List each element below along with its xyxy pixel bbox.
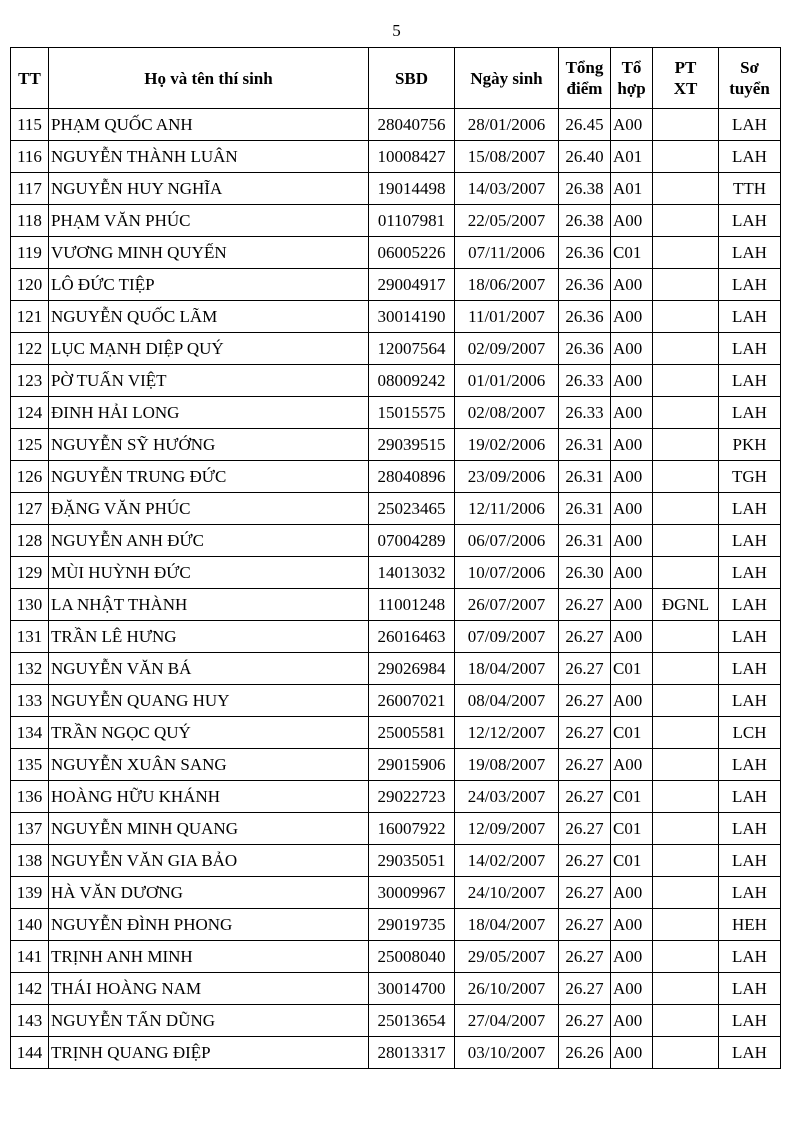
table-row xyxy=(11,813,781,845)
cell-combo: A00 xyxy=(611,397,653,429)
cell-dob: 12/11/2006 xyxy=(455,493,559,525)
cell-score: 26.27 xyxy=(559,1005,611,1037)
cell-tt: 116 xyxy=(11,141,49,173)
cell-sbd: 28013317 xyxy=(369,1037,455,1069)
cell-tt: 136 xyxy=(11,781,49,813)
cell-school: LAH xyxy=(719,237,781,269)
cell-combo: A00 xyxy=(611,909,653,941)
table-row xyxy=(11,941,781,973)
cell-tt: 118 xyxy=(11,205,49,237)
cell-pt xyxy=(653,429,719,461)
cell-school: LAH xyxy=(719,941,781,973)
cell-score: 26.36 xyxy=(559,237,611,269)
cell-school: LAH xyxy=(719,365,781,397)
cell-combo: A00 xyxy=(611,301,653,333)
cell-name: PHẠM VĂN PHÚC xyxy=(49,205,369,237)
cell-score: 26.36 xyxy=(559,269,611,301)
cell-combo: C01 xyxy=(611,717,653,749)
cell-dob: 24/03/2007 xyxy=(455,781,559,813)
cell-sbd: 14013032 xyxy=(369,557,455,589)
cell-pt xyxy=(653,365,719,397)
cell-combo: A01 xyxy=(611,173,653,205)
cell-score: 26.31 xyxy=(559,461,611,493)
header-school-line1: Sơ xyxy=(740,58,759,77)
cell-pt xyxy=(653,109,719,141)
cell-combo: A00 xyxy=(611,109,653,141)
cell-tt: 125 xyxy=(11,429,49,461)
cell-combo: A00 xyxy=(611,525,653,557)
header-score xyxy=(559,48,611,109)
cell-school: LAH xyxy=(719,109,781,141)
cell-combo: A00 xyxy=(611,269,653,301)
cell-score: 26.40 xyxy=(559,141,611,173)
cell-pt xyxy=(653,813,719,845)
cell-school: LAH xyxy=(719,525,781,557)
cell-pt xyxy=(653,653,719,685)
cell-sbd: 29004917 xyxy=(369,269,455,301)
page-number: 5 xyxy=(392,21,401,40)
cell-combo: A00 xyxy=(611,1037,653,1069)
cell-combo: A00 xyxy=(611,941,653,973)
cell-pt xyxy=(653,1037,719,1069)
cell-tt: 115 xyxy=(11,109,49,141)
cell-sbd: 28040896 xyxy=(369,461,455,493)
header-school xyxy=(719,48,781,109)
cell-school: LAH xyxy=(719,333,781,365)
cell-pt xyxy=(653,237,719,269)
cell-name: NGUYỄN TRUNG ĐỨC xyxy=(49,461,369,493)
cell-score: 26.27 xyxy=(559,749,611,781)
cell-combo: A00 xyxy=(611,589,653,621)
cell-sbd: 30014700 xyxy=(369,973,455,1005)
cell-pt xyxy=(653,397,719,429)
cell-school: LAH xyxy=(719,621,781,653)
cell-name: TRỊNH ANH MINH xyxy=(49,941,369,973)
cell-combo: C01 xyxy=(611,653,653,685)
cell-dob: 12/12/2007 xyxy=(455,717,559,749)
cell-pt: ĐGNL xyxy=(653,589,719,621)
table-row xyxy=(11,973,781,1005)
cell-combo: C01 xyxy=(611,237,653,269)
cell-name: LỤC MẠNH DIỆP QUÝ xyxy=(49,333,369,365)
cell-score: 26.38 xyxy=(559,173,611,205)
table-row xyxy=(11,1005,781,1037)
cell-school: PKH xyxy=(719,429,781,461)
cell-name: ĐẶNG VĂN PHÚC xyxy=(49,493,369,525)
cell-dob: 15/08/2007 xyxy=(455,141,559,173)
cell-pt xyxy=(653,333,719,365)
table-row xyxy=(11,621,781,653)
cell-name: MÙI HUỲNH ĐỨC xyxy=(49,557,369,589)
cell-name: NGUYỄN MINH QUANG xyxy=(49,813,369,845)
cell-sbd: 26007021 xyxy=(369,685,455,717)
cell-name: NGUYỄN THÀNH LUÂN xyxy=(49,141,369,173)
cell-dob: 22/05/2007 xyxy=(455,205,559,237)
cell-school: LAH xyxy=(719,781,781,813)
cell-tt: 138 xyxy=(11,845,49,877)
table-row xyxy=(11,141,781,173)
cell-combo: A00 xyxy=(611,333,653,365)
cell-sbd: 15015575 xyxy=(369,397,455,429)
cell-tt: 126 xyxy=(11,461,49,493)
table-row xyxy=(11,301,781,333)
cell-school: LAH xyxy=(719,205,781,237)
cell-pt xyxy=(653,141,719,173)
cell-school: LAH xyxy=(719,141,781,173)
cell-score: 26.31 xyxy=(559,525,611,557)
cell-tt: 119 xyxy=(11,237,49,269)
cell-dob: 18/04/2007 xyxy=(455,653,559,685)
cell-sbd: 28040756 xyxy=(369,109,455,141)
cell-tt: 121 xyxy=(11,301,49,333)
cell-dob: 07/11/2006 xyxy=(455,237,559,269)
cell-school: TGH xyxy=(719,461,781,493)
cell-dob: 18/04/2007 xyxy=(455,909,559,941)
cell-name: NGUYỄN HUY NGHĨA xyxy=(49,173,369,205)
header-row xyxy=(11,48,781,109)
cell-sbd: 30009967 xyxy=(369,877,455,909)
cell-name: THÁI HOÀNG NAM xyxy=(49,973,369,1005)
cell-tt: 124 xyxy=(11,397,49,429)
header-score-line1: Tổng xyxy=(565,58,604,77)
cell-sbd: 25023465 xyxy=(369,493,455,525)
cell-combo: A00 xyxy=(611,429,653,461)
cell-tt: 123 xyxy=(11,365,49,397)
cell-dob: 26/10/2007 xyxy=(455,973,559,1005)
cell-combo: A00 xyxy=(611,557,653,589)
table-row xyxy=(11,909,781,941)
cell-school: LAH xyxy=(719,845,781,877)
cell-name: TRẦN LÊ HƯNG xyxy=(49,621,369,653)
cell-school: LAH xyxy=(719,589,781,621)
cell-school: LAH xyxy=(719,813,781,845)
cell-sbd: 25008040 xyxy=(369,941,455,973)
cell-tt: 127 xyxy=(11,493,49,525)
cell-combo: A00 xyxy=(611,1005,653,1037)
cell-sbd: 29022723 xyxy=(369,781,455,813)
cell-score: 26.45 xyxy=(559,109,611,141)
cell-combo: A00 xyxy=(611,493,653,525)
table-row xyxy=(11,461,781,493)
cell-pt xyxy=(653,685,719,717)
cell-sbd: 07004289 xyxy=(369,525,455,557)
cell-name: NGUYỄN VĂN BÁ xyxy=(49,653,369,685)
cell-sbd: 12007564 xyxy=(369,333,455,365)
cell-name: LÔ ĐỨC TIỆP xyxy=(49,269,369,301)
cell-pt xyxy=(653,877,719,909)
table-row xyxy=(11,557,781,589)
cell-score: 26.27 xyxy=(559,589,611,621)
cell-tt: 135 xyxy=(11,749,49,781)
cell-name: HOÀNG HỮU KHÁNH xyxy=(49,781,369,813)
table-row xyxy=(11,845,781,877)
cell-dob: 07/09/2007 xyxy=(455,621,559,653)
cell-sbd: 29019735 xyxy=(369,909,455,941)
cell-dob: 02/08/2007 xyxy=(455,397,559,429)
table-row xyxy=(11,685,781,717)
cell-sbd: 30014190 xyxy=(369,301,455,333)
table-row xyxy=(11,1037,781,1069)
cell-tt: 122 xyxy=(11,333,49,365)
cell-school: LAH xyxy=(719,493,781,525)
cell-score: 26.27 xyxy=(559,717,611,749)
cell-score: 26.36 xyxy=(559,301,611,333)
cell-score: 26.36 xyxy=(559,333,611,365)
cell-school: LAH xyxy=(719,685,781,717)
cell-sbd: 01107981 xyxy=(369,205,455,237)
header-pt-line1: PT xyxy=(674,58,697,77)
header-sbd: SBD xyxy=(369,48,455,109)
cell-score: 26.33 xyxy=(559,397,611,429)
cell-pt xyxy=(653,301,719,333)
cell-sbd: 16007922 xyxy=(369,813,455,845)
header-combo-line2: hợp xyxy=(617,79,646,98)
header-dob: Ngày sinh xyxy=(455,48,559,109)
cell-dob: 01/01/2006 xyxy=(455,365,559,397)
cell-sbd: 08009242 xyxy=(369,365,455,397)
cell-combo: A00 xyxy=(611,365,653,397)
cell-dob: 11/01/2007 xyxy=(455,301,559,333)
cell-sbd: 25005581 xyxy=(369,717,455,749)
cell-pt xyxy=(653,1005,719,1037)
table-row xyxy=(11,173,781,205)
table-row xyxy=(11,717,781,749)
cell-score: 26.27 xyxy=(559,781,611,813)
cell-tt: 132 xyxy=(11,653,49,685)
cell-name: HÀ VĂN DƯƠNG xyxy=(49,877,369,909)
cell-tt: 140 xyxy=(11,909,49,941)
cell-score: 26.27 xyxy=(559,813,611,845)
cell-sbd: 10008427 xyxy=(369,141,455,173)
cell-dob: 14/03/2007 xyxy=(455,173,559,205)
cell-dob: 18/06/2007 xyxy=(455,269,559,301)
cell-dob: 02/09/2007 xyxy=(455,333,559,365)
cell-pt xyxy=(653,173,719,205)
cell-name: TRẦN NGỌC QUÝ xyxy=(49,717,369,749)
cell-school: LCH xyxy=(719,717,781,749)
cell-dob: 26/07/2007 xyxy=(455,589,559,621)
cell-score: 26.27 xyxy=(559,877,611,909)
table-row xyxy=(11,653,781,685)
cell-name: NGUYỄN XUÂN SANG xyxy=(49,749,369,781)
cell-combo: A00 xyxy=(611,685,653,717)
header-score-line2: điểm xyxy=(566,79,603,98)
cell-score: 26.27 xyxy=(559,653,611,685)
cell-pt xyxy=(653,269,719,301)
cell-sbd: 29035051 xyxy=(369,845,455,877)
cell-dob: 12/09/2007 xyxy=(455,813,559,845)
cell-score: 26.27 xyxy=(559,909,611,941)
cell-combo: C01 xyxy=(611,781,653,813)
header-pt-line2: XT xyxy=(673,79,698,98)
cell-combo: A00 xyxy=(611,461,653,493)
table-row xyxy=(11,525,781,557)
candidate-table xyxy=(10,47,781,1069)
cell-school: HEH xyxy=(719,909,781,941)
cell-dob: 23/09/2006 xyxy=(455,461,559,493)
cell-combo: A00 xyxy=(611,877,653,909)
cell-score: 26.33 xyxy=(559,365,611,397)
cell-score: 26.30 xyxy=(559,557,611,589)
table-row xyxy=(11,397,781,429)
cell-school: LAH xyxy=(719,653,781,685)
cell-tt: 142 xyxy=(11,973,49,1005)
cell-combo: A00 xyxy=(611,621,653,653)
table-row xyxy=(11,205,781,237)
cell-tt: 137 xyxy=(11,813,49,845)
table-row xyxy=(11,237,781,269)
header-combo-line1: Tổ xyxy=(621,58,642,77)
cell-combo: A00 xyxy=(611,749,653,781)
cell-school: LAH xyxy=(719,749,781,781)
table-row xyxy=(11,877,781,909)
cell-combo: C01 xyxy=(611,813,653,845)
cell-sbd: 06005226 xyxy=(369,237,455,269)
cell-school: LAH xyxy=(719,301,781,333)
cell-combo: C01 xyxy=(611,845,653,877)
cell-pt xyxy=(653,749,719,781)
header-name: Họ và tên thí sinh xyxy=(49,48,369,109)
cell-sbd: 29039515 xyxy=(369,429,455,461)
cell-name: NGUYỄN ĐÌNH PHONG xyxy=(49,909,369,941)
cell-combo: A01 xyxy=(611,141,653,173)
cell-sbd: 29026984 xyxy=(369,653,455,685)
cell-tt: 144 xyxy=(11,1037,49,1069)
header-combo xyxy=(611,48,653,109)
cell-dob: 27/04/2007 xyxy=(455,1005,559,1037)
cell-school: LAH xyxy=(719,1005,781,1037)
cell-school: LAH xyxy=(719,269,781,301)
cell-pt xyxy=(653,781,719,813)
cell-school: LAH xyxy=(719,557,781,589)
header-school-line2: tuyển xyxy=(729,79,770,98)
cell-tt: 129 xyxy=(11,557,49,589)
cell-sbd: 29015906 xyxy=(369,749,455,781)
cell-name: PỜ TUẤN VIỆT xyxy=(49,365,369,397)
cell-name: PHẠM QUỐC ANH xyxy=(49,109,369,141)
table-body xyxy=(11,109,781,1069)
cell-pt xyxy=(653,909,719,941)
cell-dob: 29/05/2007 xyxy=(455,941,559,973)
cell-tt: 128 xyxy=(11,525,49,557)
cell-tt: 139 xyxy=(11,877,49,909)
cell-name: NGUYỄN SỸ HƯỚNG xyxy=(49,429,369,461)
cell-tt: 117 xyxy=(11,173,49,205)
cell-pt xyxy=(653,845,719,877)
cell-pt xyxy=(653,461,719,493)
header-pt xyxy=(653,48,719,109)
cell-pt xyxy=(653,717,719,749)
cell-name: NGUYỄN TẤN DŨNG xyxy=(49,1005,369,1037)
table-row xyxy=(11,365,781,397)
table-row xyxy=(11,493,781,525)
cell-name: TRỊNH QUANG ĐIỆP xyxy=(49,1037,369,1069)
cell-name: NGUYỄN QUỐC LÃM xyxy=(49,301,369,333)
cell-pt xyxy=(653,525,719,557)
cell-pt xyxy=(653,493,719,525)
table-row xyxy=(11,269,781,301)
cell-sbd: 26016463 xyxy=(369,621,455,653)
cell-score: 26.27 xyxy=(559,621,611,653)
cell-score: 26.27 xyxy=(559,845,611,877)
cell-tt: 141 xyxy=(11,941,49,973)
cell-score: 26.26 xyxy=(559,1037,611,1069)
cell-name: NGUYỄN QUANG HUY xyxy=(49,685,369,717)
cell-tt: 130 xyxy=(11,589,49,621)
table-row xyxy=(11,429,781,461)
cell-tt: 120 xyxy=(11,269,49,301)
table-row xyxy=(11,781,781,813)
cell-school: LAH xyxy=(719,397,781,429)
cell-score: 26.31 xyxy=(559,493,611,525)
cell-combo: A00 xyxy=(611,973,653,1005)
cell-school: LAH xyxy=(719,877,781,909)
cell-sbd: 11001248 xyxy=(369,589,455,621)
cell-school: LAH xyxy=(719,1037,781,1069)
cell-pt xyxy=(653,557,719,589)
cell-pt xyxy=(653,941,719,973)
table-row xyxy=(11,749,781,781)
cell-combo: A00 xyxy=(611,205,653,237)
cell-sbd: 25013654 xyxy=(369,1005,455,1037)
cell-dob: 28/01/2006 xyxy=(455,109,559,141)
cell-dob: 19/02/2006 xyxy=(455,429,559,461)
cell-dob: 14/02/2007 xyxy=(455,845,559,877)
cell-dob: 24/10/2007 xyxy=(455,877,559,909)
cell-tt: 131 xyxy=(11,621,49,653)
cell-name: LA NHẬT THÀNH xyxy=(49,589,369,621)
cell-tt: 143 xyxy=(11,1005,49,1037)
cell-tt: 134 xyxy=(11,717,49,749)
table-row xyxy=(11,109,781,141)
cell-dob: 06/07/2006 xyxy=(455,525,559,557)
header-tt: TT xyxy=(11,48,49,109)
cell-score: 26.38 xyxy=(559,205,611,237)
cell-dob: 19/08/2007 xyxy=(455,749,559,781)
cell-pt xyxy=(653,621,719,653)
cell-name: ĐINH HẢI LONG xyxy=(49,397,369,429)
cell-name: VƯƠNG MINH QUYẾN xyxy=(49,237,369,269)
cell-score: 26.31 xyxy=(559,429,611,461)
cell-school: LAH xyxy=(719,973,781,1005)
table-header xyxy=(11,48,781,109)
cell-pt xyxy=(653,973,719,1005)
cell-dob: 10/07/2006 xyxy=(455,557,559,589)
cell-dob: 08/04/2007 xyxy=(455,685,559,717)
cell-name: NGUYỄN VĂN GIA BẢO xyxy=(49,845,369,877)
cell-tt: 133 xyxy=(11,685,49,717)
table-row xyxy=(11,589,781,621)
cell-score: 26.27 xyxy=(559,973,611,1005)
cell-school: TTH xyxy=(719,173,781,205)
cell-sbd: 19014498 xyxy=(369,173,455,205)
cell-dob: 03/10/2007 xyxy=(455,1037,559,1069)
cell-score: 26.27 xyxy=(559,685,611,717)
cell-score: 26.27 xyxy=(559,941,611,973)
cell-name: NGUYỄN ANH ĐỨC xyxy=(49,525,369,557)
cell-pt xyxy=(653,205,719,237)
table-row xyxy=(11,333,781,365)
